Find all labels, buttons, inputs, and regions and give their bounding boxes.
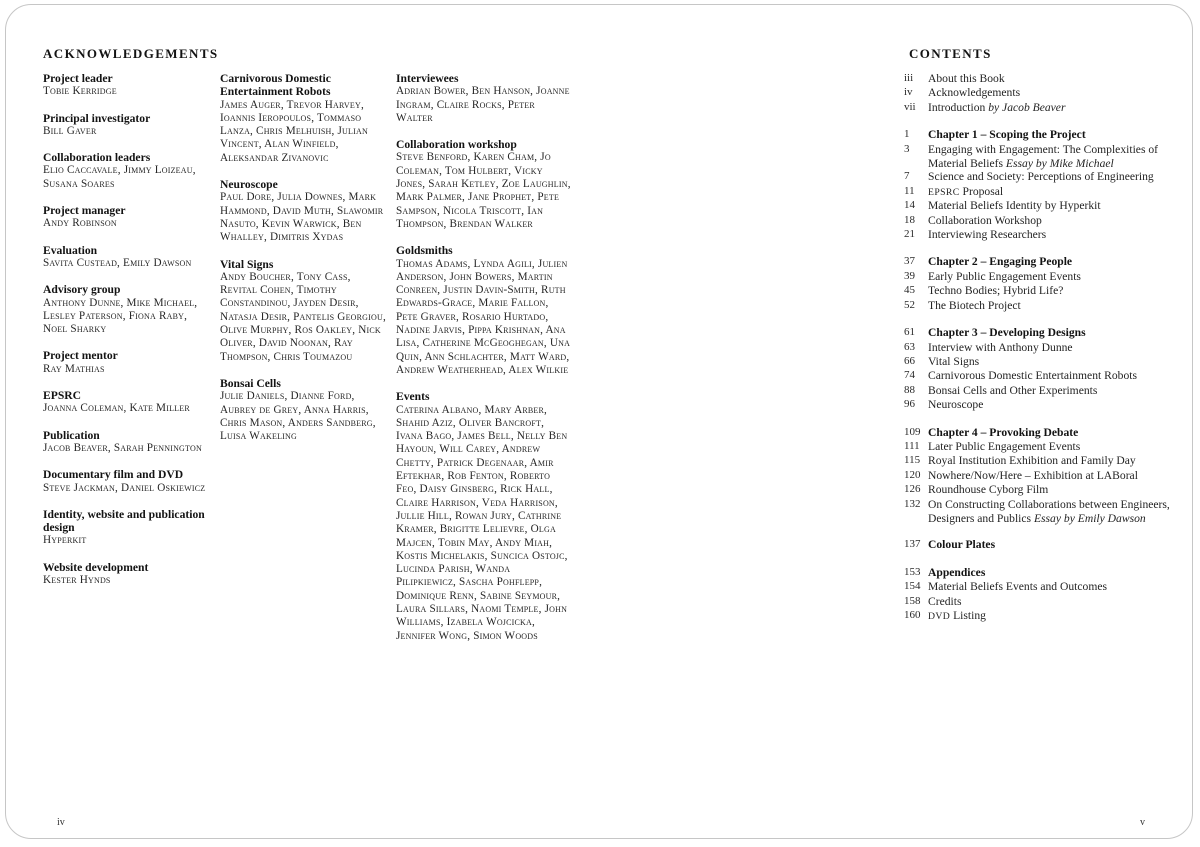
toc-entry-title	[928, 538, 1178, 552]
toc-entry-title	[928, 86, 1178, 100]
toc-entry-text: Chapter 1 – Scoping the Project	[928, 128, 1086, 142]
credit-group	[43, 151, 211, 191]
toc-entry	[904, 284, 1178, 298]
credit-role-heading: Bonsai Cells	[220, 376, 281, 390]
credits-column-2	[220, 72, 388, 456]
credit-names: Tobie Kerridge	[43, 85, 117, 98]
credit-names: Kester Hynds	[43, 574, 111, 587]
toc-entry-text: On Constructing Collaborations between Engineers, Designers and Publics	[928, 497, 1170, 525]
credit-group	[43, 204, 211, 231]
credit-names: Elio Caccavale, Jimmy Loizeau, Susana Soares	[43, 164, 196, 190]
toc-entry-title	[928, 483, 1178, 497]
credit-names: Andy Boucher, Tony Cass, Revital Cohen, Timothy Constandinou, Jayden Desir, Natasja Desir, Pantelis Georgiou, Olive Murphy, Ros Oakley, Nick Oliver, David Noonan, Ray Thompson, Chris Toumazou	[220, 270, 386, 363]
credit-names: Anthony Dunne, Mike Michael, Lesley Paterson, Fiona Raby, Noel Sharky	[43, 296, 198, 336]
toc-entry-text: Royal Institution Exhibition and Family Day	[928, 454, 1136, 468]
credit-names: James Auger, Trevor Harvey, Ioannis Ieropoulos, Tommaso Lanza, Chris Melhuish, Julian Vincent, Alan Winfield, Aleksandar Zivanovic	[220, 98, 368, 164]
credit-role-heading: Evaluation	[43, 243, 98, 257]
toc-entry-italic: by Jacob Beaver	[988, 100, 1066, 114]
toc-entry-title	[928, 255, 1178, 269]
credit-names: Bill Gaver	[43, 124, 97, 137]
toc-page-number: 3	[904, 142, 910, 155]
toc-entry	[904, 483, 1178, 497]
toc-entry-title	[928, 384, 1178, 398]
toc-page-number: 11	[904, 184, 915, 197]
toc-section-chapter-3	[904, 326, 1178, 412]
toc-section-chapter-1	[904, 128, 1178, 242]
toc-entry-title	[928, 72, 1178, 86]
toc-page-number: vii	[904, 100, 916, 113]
toc-page-number: 66	[904, 354, 915, 367]
toc-entry-text: Neuroscope	[928, 398, 984, 412]
toc-entry	[904, 426, 1178, 440]
credit-role-heading: Website development	[43, 560, 149, 574]
toc-page-number: 96	[904, 398, 915, 411]
toc-page-number: 158	[904, 594, 921, 607]
credit-role-heading: Principal investigator	[43, 111, 151, 125]
credit-role-heading: Carnivorous Domestic Entertainment Robots	[220, 72, 331, 99]
credit-group	[43, 389, 211, 416]
credit-role-heading: Documentary film and DVD	[43, 468, 184, 482]
toc-page-number: 109	[904, 425, 921, 438]
toc-entry-title	[928, 580, 1178, 594]
toc-entry-title	[928, 341, 1178, 355]
credit-names: Savita Custead, Emily Dawson	[43, 256, 192, 269]
toc-section-chapter-2	[904, 255, 1178, 313]
toc-page-number: 120	[904, 468, 921, 481]
toc-entry-text: Early Public Engagement Events	[928, 269, 1081, 283]
toc-entry-text: Credits	[928, 594, 962, 608]
toc-page-number: 126	[904, 483, 921, 496]
toc-page-number: 37	[904, 255, 915, 268]
toc-entry	[904, 185, 1178, 199]
toc-entry-title	[928, 326, 1178, 340]
credit-names: Steve Jackman, Daniel Oskiewicz	[43, 481, 206, 494]
credit-group	[43, 349, 211, 376]
credit-group	[220, 178, 388, 244]
credit-group	[43, 244, 211, 271]
toc-entry-text: Science and Society: Perceptions of Engineering	[928, 170, 1154, 184]
toc-page-number: 153	[904, 565, 921, 578]
book-spread	[5, 4, 1193, 839]
toc-entry-text: Appendices	[928, 565, 986, 579]
credit-role-heading: Advisory group	[43, 283, 121, 297]
credit-group	[220, 72, 388, 165]
toc-entry	[904, 440, 1178, 454]
toc-entry-text: Nowhere/Now/Here – Exhibition at LABoral	[928, 468, 1138, 482]
credit-group	[43, 429, 211, 456]
toc-entry-title	[928, 228, 1178, 242]
toc-page-number: 160	[904, 609, 921, 621]
credit-role-heading: Collaboration workshop	[396, 138, 517, 152]
toc-entry	[904, 384, 1178, 398]
credit-group	[43, 112, 211, 139]
toc-entry-text: Later Public Engagement Events	[928, 439, 1081, 453]
toc-page-number: 52	[904, 298, 915, 311]
toc-entry	[904, 609, 1178, 623]
toc-entry-text: Carnivorous Domestic Entertainment Robots	[928, 369, 1137, 383]
toc-entry-title	[928, 214, 1178, 228]
toc-entry-title	[928, 566, 1178, 580]
toc-entry-text: Vital Signs	[928, 354, 980, 368]
toc-entry-title	[928, 143, 1178, 171]
toc-entry	[904, 369, 1178, 383]
credit-names: Caterina Albano, Mary Arber, Shahid Aziz, Oliver Bancroft, Ivana Bago, James Bell, Nelly Ben Hayoun, Will Carey, Andrew Chetty, Patrick Degenaar, Amir Eftekhar, Rob Fenton, Roberto Feo, Daisy Ginsberg, Rick Hall, Claire Harrison, Veda Harrison, Jullie Hill, Rowan Jury, Cathrine Kramer, Brigitte Lelievre, Olga Majcen, Tobin May, Andy Miah, Kostis Michelakis, Suncica Ostojc, Lucinda Parish, Wanda Pilipkiewicz, Sascha Pohflepp, Dominique Renn, Sabine Seymour, Laura Sillars, Naomi Temple, John Williams, Izabela Wojcicka, Jennifer Wong, Simon Woods	[396, 403, 568, 642]
toc-entry-italic: Essay by Mike Michael	[1005, 157, 1114, 171]
toc-entry	[904, 101, 1178, 115]
credit-names: Paul Dore, Julia Downes, Mark Hammond, David Muth, Slawomir Nasuto, Kevin Warwick, Ben Whalley, Dimitris Xydas	[220, 191, 384, 244]
toc-entry-text: Chapter 4 – Provoking Debate	[928, 425, 1079, 439]
toc-entry-text: Colour Plates	[928, 538, 996, 552]
toc-entry-title	[928, 398, 1178, 412]
toc-page-number: 1	[904, 128, 910, 141]
toc-entry-text: Material Beliefs Identity by Hyperkit	[928, 199, 1101, 213]
toc-entry-text: Chapter 3 – Developing Designs	[928, 326, 1086, 340]
toc-page-number: 63	[904, 340, 915, 353]
toc-section-appendices	[904, 566, 1178, 624]
toc-entry-smallcaps: DVD	[928, 611, 951, 622]
credit-group	[43, 283, 211, 336]
toc-entry-title	[928, 426, 1178, 440]
credit-group	[396, 244, 572, 377]
toc-entry-text: Engaging with Engagement: The Complexities of Material Beliefs	[928, 142, 1159, 171]
toc-entry-smallcaps: EPSRC	[928, 186, 960, 198]
toc-entry-text: Collaboration Workshop	[928, 213, 1042, 227]
toc-entry	[904, 255, 1178, 269]
toc-page-number: 18	[904, 213, 915, 226]
credit-names: Thomas Adams, Lynda Agili, Julien Anderson, John Bowers, Martin Conreen, Justin Davin-Smith, Ruth Edwards-Grace, Marie Fallon, Pete Graver, Rosario Hurtado, Nadine Jarvis, Pippa Krishnan, Ana Lisa, Catherine McGeoghegan, Una Quin, Ann Schlachter, Matt Ward, Andrew Weatherhead, Alex Wilkie	[396, 257, 571, 376]
credits-column-3	[396, 72, 572, 656]
toc-entry-text: Interview with Anthony Dunne	[928, 340, 1073, 354]
toc-entry-text: Proposal	[959, 184, 1004, 198]
credit-names: Andy Robinson	[43, 217, 117, 230]
toc-entry	[904, 86, 1178, 100]
credit-group	[43, 468, 211, 495]
toc-page-number: 14	[904, 199, 915, 212]
credit-role-heading: Publication	[43, 428, 100, 442]
page-number-right: v	[1140, 817, 1145, 828]
toc-entry-text: The Biotech Project	[928, 298, 1021, 312]
credit-names: Julie Daniels, Dianne Ford, Aubrey de Grey, Anna Harris, Chris Mason, Anders Sandberg, Luisa Wakeling	[220, 390, 376, 443]
toc-entry-title	[928, 299, 1178, 313]
credit-group	[43, 72, 211, 99]
credit-role-heading: Project manager	[43, 204, 126, 218]
toc-section-colour-plates	[904, 538, 1178, 552]
credit-names: Joanna Coleman, Kate Miller	[43, 402, 190, 415]
toc-entry	[904, 143, 1178, 171]
credit-group	[43, 508, 211, 548]
toc-entry-title	[928, 128, 1178, 142]
toc-entry	[904, 580, 1178, 594]
credit-role-heading: Goldsmiths	[396, 244, 453, 258]
credit-names: Hyperkit	[43, 534, 87, 547]
credit-role-heading: Collaboration leaders	[43, 151, 151, 165]
acknowledgements-title: ACKNOWLEDGEMENTS	[43, 46, 219, 61]
toc-entry	[904, 498, 1178, 526]
toc-entry-title	[928, 469, 1178, 483]
toc-entry-text: Bonsai Cells and Other Experiments	[928, 383, 1098, 397]
toc-entry-title	[928, 609, 1178, 623]
credit-role-heading: Events	[396, 390, 430, 404]
toc-page-number: 21	[904, 228, 915, 241]
toc-entry	[904, 341, 1178, 355]
credit-group	[220, 377, 388, 443]
credit-role-heading: Interviewees	[396, 72, 459, 85]
credit-group	[396, 72, 572, 125]
toc-page-number: 45	[904, 284, 915, 297]
toc-entry-title	[928, 440, 1178, 454]
toc-page-number: iv	[904, 86, 913, 99]
toc-entry	[904, 228, 1178, 242]
toc-entry-title	[928, 454, 1178, 468]
toc-entry	[904, 214, 1178, 228]
toc-entry	[904, 72, 1178, 86]
toc-section-frontmatter	[904, 72, 1178, 115]
toc-entry	[904, 398, 1178, 412]
credit-group	[396, 138, 572, 231]
credits-column-1	[43, 72, 211, 600]
toc-entry-text: Acknowledgements	[928, 86, 1021, 100]
toc-entry-title	[928, 199, 1178, 213]
toc-entry	[904, 299, 1178, 313]
toc-page-number: iii	[904, 72, 914, 84]
toc-page-number: 7	[904, 170, 910, 183]
toc-entry-title	[928, 170, 1178, 184]
toc-page-number: 74	[904, 369, 915, 382]
contents-title: CONTENTS	[909, 46, 992, 61]
toc-entry-text: About this Book	[928, 72, 1005, 85]
toc-entry	[904, 469, 1178, 483]
toc-page-number: 115	[904, 454, 921, 467]
toc-entry-title	[928, 101, 1178, 115]
toc-entry-text: Chapter 2 – Engaging People	[928, 255, 1073, 269]
toc-entry-title	[928, 595, 1178, 609]
table-of-contents	[904, 72, 1178, 636]
toc-page-number: 132	[904, 497, 921, 510]
toc-entry	[904, 566, 1178, 580]
toc-entry-text: Listing	[950, 609, 986, 622]
credit-role-heading: Identity, website and publication design	[43, 507, 205, 535]
credit-role-heading: EPSRC	[43, 389, 82, 403]
credit-names: Steve Benford, Karen Cham, Jo Coleman, Tom Hulbert, Vicky Jones, Sarah Ketley, Zoe Laughlin, Mark Palmer, Jane Prophet, Pete Sampson, Nicola Triscott, Ian Thompson, Brendan Walker	[396, 151, 571, 230]
credit-role-heading: Vital Signs	[220, 257, 274, 271]
toc-page-number: 137	[904, 538, 921, 551]
toc-entry	[904, 170, 1178, 184]
toc-page-number: 88	[904, 383, 915, 396]
credit-group	[220, 258, 388, 364]
toc-entry-italic: Essay by Emily Dawson	[1033, 511, 1146, 525]
toc-entry	[904, 128, 1178, 142]
toc-entry	[904, 454, 1178, 468]
toc-page-number: 154	[904, 580, 921, 593]
credit-role-heading: Project mentor	[43, 349, 118, 363]
toc-entry	[904, 538, 1178, 552]
credit-names: Ray Mathias	[43, 362, 105, 375]
toc-entry-text: Techno Bodies; Hybrid Life?	[928, 284, 1064, 298]
toc-entry-title	[928, 355, 1178, 369]
credit-role-heading: Project leader	[43, 72, 113, 85]
toc-page-number: 111	[904, 439, 920, 452]
credit-role-heading: Neuroscope	[220, 178, 278, 192]
toc-page-number: 61	[904, 326, 915, 339]
toc-entry	[904, 595, 1178, 609]
page-number-left: iv	[57, 817, 65, 828]
toc-entry-text: Roundhouse Cyborg Film	[928, 483, 1049, 497]
toc-entry-text: Introduction	[928, 100, 989, 114]
toc-entry	[904, 199, 1178, 213]
toc-entry-title	[928, 270, 1178, 284]
toc-entry-title	[928, 185, 1178, 199]
toc-entry-text: Material Beliefs Events and Outcomes	[928, 580, 1108, 594]
toc-entry	[904, 326, 1178, 340]
credit-group	[396, 390, 572, 643]
toc-entry-title	[928, 498, 1178, 526]
toc-entry-title	[928, 369, 1178, 383]
toc-entry	[904, 270, 1178, 284]
toc-page-number: 39	[904, 269, 915, 282]
toc-entry	[904, 355, 1178, 369]
credit-names: Jacob Beaver, Sarah Pennington	[43, 441, 202, 454]
toc-entry-text: Interviewing Researchers	[928, 228, 1047, 242]
credit-names: Adrian Bower, Ben Hanson, Joanne Ingram, Claire Rocks, Peter Walter	[396, 85, 570, 124]
toc-section-chapter-4	[904, 426, 1178, 526]
credit-group	[43, 561, 211, 588]
toc-entry-title	[928, 284, 1178, 298]
